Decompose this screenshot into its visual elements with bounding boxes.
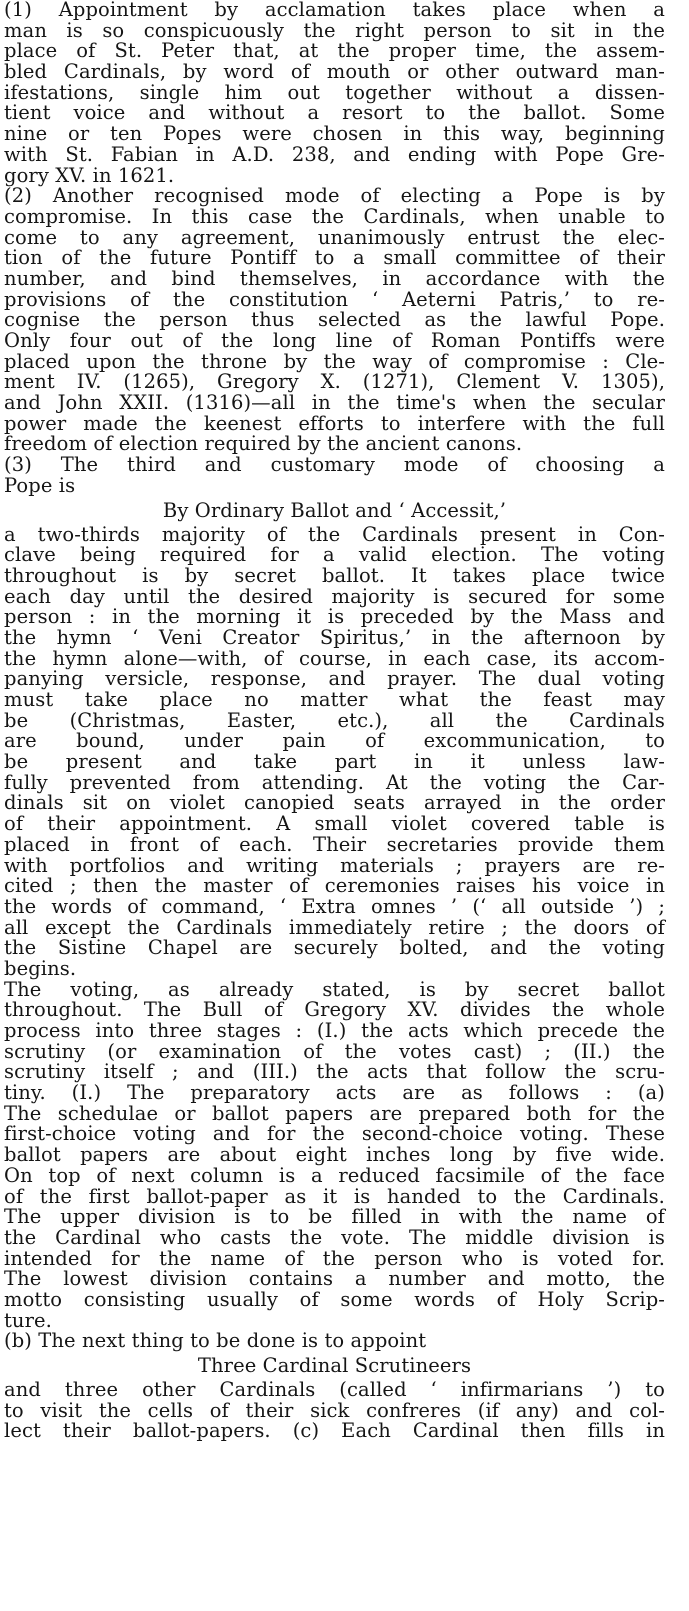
text-line: the Sistine Chapel are securely bolted, and the voting [4,936,665,960]
section-heading-scrutineers: Three Cardinal Scrutineers [197,1354,472,1377]
text-line: (b) The next thing to be done is to appoint [4,1329,427,1353]
paragraph-appoint [4,1331,665,1352]
text-line: nine or ten Popes were chosen in this way, beginning [4,122,665,146]
text-line: ballot papers are about eight inches long by five wide. [4,1143,665,1167]
text-line: be present and take part in it unless law- [4,750,665,774]
text-line: the hymn alone—with, of course, in each case, its accom- [4,646,665,670]
text-line: bled Cardinals, by word of mouth or other outward man- [4,60,665,84]
text-line: ment IV. (1265), Gregory X. (1271), Clement V. 1305), [4,370,665,394]
text-line: are bound, under pain of excommunication, to [4,729,665,753]
paragraph-ballot-procedure [4,522,665,980]
text-line: with St. Fabian in A.D. 238, and ending with Pope Gre- [4,142,665,166]
text-line: man is so conspicuously the right person to sit in the [4,18,665,42]
text-line: place of St. Peter that, at the proper time, the assem- [4,39,665,63]
document-page [4,0,665,1442]
text-line: power made the keenest efforts to interfere with the full [4,411,665,435]
text-line: On top of next column is a reduced facsimile of the face [4,1163,665,1187]
text-line: the words of command, ‘ Extra omnes ’ (‘ all outside ’) ; [4,894,665,918]
text-line: and John XXII. (1316)—all in the time's when the secular [4,391,665,415]
text-line: The upper division is to be filled in with the name of [4,1205,665,1229]
text-line: The schedulae or ballot papers are prepared both for the [4,1101,665,1125]
text-line: dinals sit on violet canopied seats arrayed in the order [4,791,665,815]
text-line: ifestations, single him out together without a dissen- [4,80,665,104]
text-line: cognise the person thus selected as the lawful Pope. [4,308,665,332]
text-line: ture. [4,1308,52,1332]
text-line: come to any agreement, unanimously entrust the elec- [4,225,665,249]
text-line: lect their ballot-papers. (c) Each Cardinal then fills in [4,1419,665,1443]
text-line: placed upon the throne by the way of compromise : Cle- [4,349,665,373]
text-line: tion of the future Pontiff to a small committee of their [4,246,665,270]
text-line: motto consisting usually of some words of Holy Scrip- [4,1287,665,1311]
text-line: the Cardinal who casts the vote. The middle division is [4,1225,665,1249]
text-line: gory XV. in 1621. [4,163,175,187]
paragraph-customary-mode [4,455,665,496]
text-line: scrutiny (or examination of the votes cast) ; (II.) the [4,1039,665,1063]
text-line: Only four out of the long line of Roman Pontiffs were [4,329,665,352]
section-heading-ordinary-ballot: By Ordinary Ballot and ‘ Accessit,’ [162,498,507,522]
text-line: (3) The third and customary mode of choosing a [4,453,665,477]
text-line: begins. [4,956,77,980]
text-line: scrutiny itself ; and (III.) the acts that follow the scru- [4,1060,665,1084]
text-line: The voting, as already stated, is by secret ballot [4,977,665,1001]
paragraph-voting-stages [4,977,665,1332]
text-line: The lowest division contains a number and motto, the [4,1267,665,1291]
text-line: of their appointment. A small violet covered table is [4,812,665,836]
text-line: placed in front of each. Their secretaries provide them [4,832,665,856]
text-line: fully prevented from attending. At the voting the Car- [4,770,665,794]
text-line: the hymn ‘ Veni Creator Spiritus,’ in the afternoon by [4,625,665,649]
text-line: freedom of election required by the ancient canons. [4,432,523,456]
text-line: all except the Cardinals immediately retire ; the doors of [4,915,665,939]
text-line: intended for the name of the person who is voted for. [4,1246,665,1270]
text-line: process into three stages : (I.) the acts which precede the [4,1019,665,1042]
text-line: panying versicle, response, and prayer. The dual voting [4,667,665,691]
text-line: cited ; then the master of ceremonies raises his voice in [4,874,665,898]
text-line: to visit the cells of their sick confreres (if any) and col- [4,1398,665,1422]
text-line: must take place no matter what the feast may [4,688,665,711]
text-line: number, and bind themselves, in accordance with the [4,266,665,290]
text-line: of the first ballot-paper as it is handed to the Cardinals. [4,1184,665,1208]
text-line: clave being required for a valid election. The voting [4,543,665,567]
text-line: Pope is [4,473,76,497]
paragraph-acclamation [4,0,665,186]
text-line: a two-thirds majority of the Cardinals present in Con- [4,522,665,546]
paragraph-infirmarians [4,1380,665,1442]
text-line: provisions of the constitution ‘ Aeterni Patris,’ to re- [4,287,665,311]
text-line: each day until the desired majority is secured for some [4,584,665,608]
text-line: first-choice voting and for the second-choice voting. These [4,1122,665,1146]
text-line: (2) Another recognised mode of electing a Pope is by [4,184,665,208]
text-line: tiny. (I.) The preparatory acts are as follows : (a) [4,1081,665,1105]
text-line: throughout. The Bull of Gregory XV. divides the whole [4,998,665,1022]
text-line: be (Christmas, Easter, etc.), all the Cardinals [4,708,665,732]
text-line: throughout is by secret ballot. It takes place twice [4,563,665,587]
text-line: compromise. In this case the Cardinals, when unable to [4,204,665,228]
text-line: tient voice and without a resort to the ballot. Some [4,101,665,125]
text-line: person : in the morning it is preceded by the Mass and [4,605,665,629]
text-line: and three other Cardinals (called ‘ infirmarians ’) to [4,1378,665,1401]
text-line: with portfolios and writing materials ; prayers are re- [4,853,665,877]
paragraph-compromise [4,186,665,455]
text-line: (1) Appointment by acclamation takes place when a [4,0,665,21]
